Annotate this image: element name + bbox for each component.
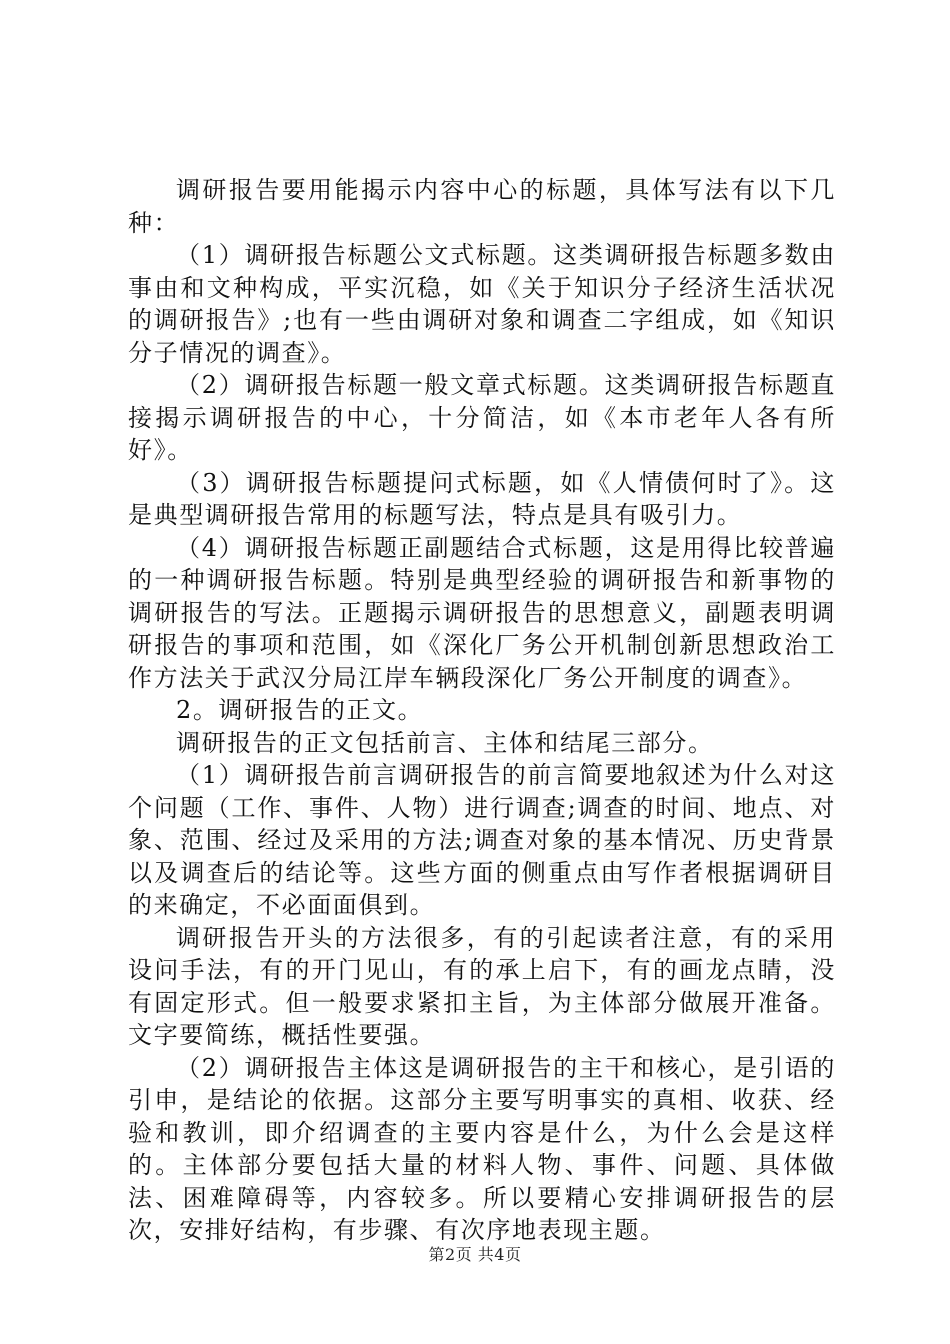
paragraph-combined-title: （4）调研报告标题正副题结合式标题，这是用得比较普遍的一种调研报告标题。特别是典型经验的调研报告和新事物的调研报告的写法。正题揭示调研报告的思想意义，副题表明调研报告的事项和范围，如《深化厂务公开机制创新思想政治工作方法关于武汉分局江岸车辆段深化厂务公开制度的调查》。 bbox=[128, 533, 836, 692]
paragraph-official-title: （1）调研报告标题公文式标题。这类调研报告标题多数由事由和文种构成，平实沉稳，如《关于知识分子经济生活状况的调研报告》;也有一些由调研对象和调查二字组成，如《知识分子情况的调查》。 bbox=[128, 241, 836, 367]
paragraph-section-heading: 2。调研报告的正文。 bbox=[176, 696, 424, 724]
paragraph-article-title: （2）调研报告标题一般文章式标题。这类调研报告标题直接揭示调研报告的中心，十分简洁，如《本市老年人各有所好》。 bbox=[128, 371, 836, 464]
paragraph-body-overview: 调研报告的正文包括前言、主体和结尾三部分。 bbox=[176, 728, 714, 757]
paragraph-opening-methods: 调研报告开头的方法很多，有的引起读者注意，有的采用设问手法，有的开门见山，有的承上启下，有的画龙点睛，没有固定形式。但一般要求紧扣主旨，为主体部分做展开准备。文字要简练，概括性要强。 bbox=[128, 923, 836, 1049]
paragraph-main-body: （2）调研报告主体这是调研报告的主干和核心，是引语的引申，是结论的依据。这部分主要写明事实的真相、收获、经验和教训，即介绍调查的主要内容是什么，为什么会是这样的。主体部分要包括大量的材料人物、事件、问题、具体做法、困难障碍等，内容较多。所以要精心安排调研报告的层次，安排好结构，有步骤、有次序地表现主题。 bbox=[128, 1053, 836, 1244]
document-body bbox=[128, 174, 836, 1247]
paragraph-title-methods: 调研报告要用能揭示内容中心的标题，具体写法有以下几种： bbox=[128, 176, 836, 237]
page-number-footer: 第2页 共4页 bbox=[428, 1245, 522, 1264]
paragraph-question-title: （3）调研报告标题提问式标题，如《人情债何时了》。这是典型调研报告常用的标题写法，特点是具有吸引力。 bbox=[128, 468, 836, 529]
paragraph-preface: （1）调研报告前言调研报告的前言简要地叙述为什么对这个问题（工作、事件、人物）进行调查;调查的时间、地点、对象、范围、经过及采用的方法;调查对象的基本情况、历史背景以及调查后的结论等。这些方面的侧重点由写作者根据调研目的来确定，不必面面俱到。 bbox=[128, 761, 836, 919]
